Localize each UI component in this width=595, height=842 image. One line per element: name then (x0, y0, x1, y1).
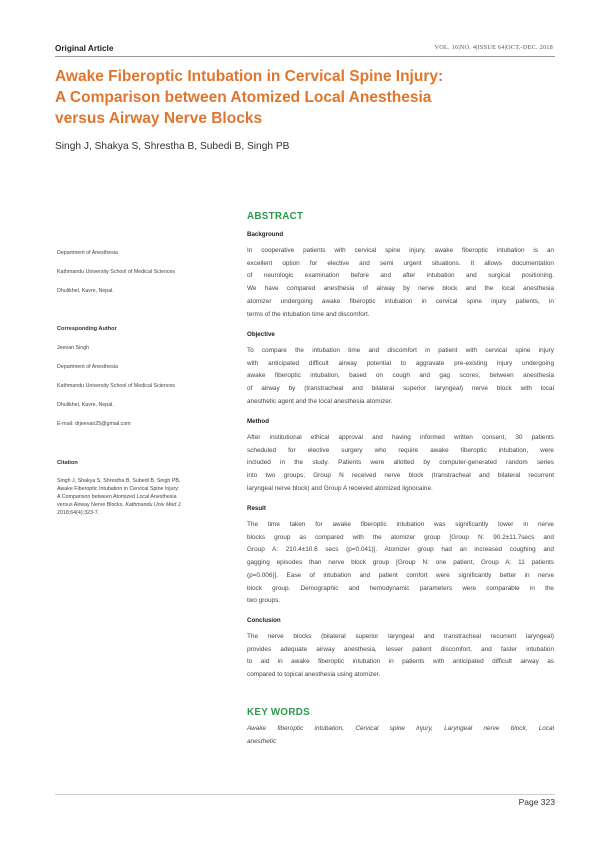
method-section (247, 418, 554, 496)
header-rule (55, 56, 555, 57)
text-line: The time taken for awake fiberoptic intubation was significantly lower in nerve (247, 521, 554, 528)
text-line: After institutional ethical approval and having informed written consent, 30 patients (247, 434, 554, 441)
text-line: terms of the intubation time and discomfort. (247, 310, 370, 318)
result-text (247, 519, 554, 608)
citation-ref: 2018;64(4):323-7. (57, 510, 100, 516)
corresponding-location: Dhulikhel, Kavre, Nepal. (57, 402, 114, 408)
result-section (247, 505, 554, 608)
background-section (247, 231, 554, 321)
citation-block (57, 459, 217, 517)
text-line: atomizer undergoing awake fiberoptic intubation in cervical spine injury patients, in (247, 297, 554, 305)
citation-line (57, 501, 217, 509)
method-heading: Method (247, 418, 269, 425)
article-title (55, 66, 505, 129)
volume-issue: VOL. 16|NO. 4|ISSUE 64|OCT.-DEC. 2018 (434, 44, 553, 51)
text-line: anesthetic (247, 737, 277, 745)
text-line: of neurologic examination before and after intubation and surgical positioning. (247, 272, 554, 280)
background-text (247, 245, 554, 321)
page-number: Page 323 (518, 797, 555, 807)
abstract-title: ABSTRACT (247, 211, 304, 222)
text-line: gagging episodes than nerve block group [Group N: one patient, Group A: 11 patients (247, 559, 554, 567)
text-line: into two groups; Group N received nerve block (transtracheal and bilateral recurrent (247, 472, 554, 480)
corresponding-name: Jeevan Singh (57, 345, 90, 351)
title-line: A Comparison between Atomized Local Anesthesia (55, 89, 432, 106)
text-line: In cooperative patients with cervical spine injury, awake fiberoptic intubation is an (247, 247, 554, 254)
corresponding-department: Department of Anesthesia (57, 364, 118, 370)
text-line: awake fiberoptic intubation, based on cough and gag scores, between anesthesia (247, 372, 554, 380)
title-line: Awake Fiberoptic Intubation in Cervical Spine Injury: (55, 68, 444, 85)
text-line: scheduled for elective surgery who require awake fiberoptic intubation, were (247, 446, 554, 454)
result-heading: Result (247, 505, 266, 512)
text-line: two groups. (247, 597, 281, 605)
affiliation-location: Dhulikhel, Kavre, Nepal. (57, 288, 114, 294)
citation-line: Awake Fiberoptic Intubation in Cervical Spine Injury: (57, 486, 180, 492)
method-text (247, 432, 554, 496)
title-line: versus Airway Nerve Blocks (55, 110, 263, 127)
citation-journal: Kathmandu Univ Med J. (125, 502, 182, 508)
objective-text (247, 345, 554, 409)
citation-text: versus Airway Nerve Blocks. (57, 502, 124, 508)
objective-heading: Objective (247, 331, 275, 338)
text-line: included in the study. Patients were allotted by computer-generated random series (247, 459, 554, 467)
text-line: To compare the intubation time and discomfort in patient with cervical spine injury (247, 347, 554, 354)
text-line: with anticipated difficult airway potential to aggravate pre-existing injury undergoing (247, 359, 554, 367)
footer-rule (55, 794, 555, 795)
citation-line: A Comparison between Atomized Local Anesthesia (57, 494, 177, 500)
text-line: excellent option for elective and semi urgent situations. It allows documentation (247, 259, 554, 267)
text-line: Group A: 210.4±10.6 secs (p=0.041)]. Atomizer group had an increased coughing and (247, 546, 554, 554)
text-line: (p=0.006)]. Ease of intubation and patient comfort were significantly better in nerve (247, 571, 554, 579)
corresponding-email[interactable]: E-mail: drjeevan25@gmail.com (57, 421, 131, 427)
text-line: blocks group as compared with the atomizer group [Group N: 90.2±11.7secs and (247, 533, 554, 541)
abstract-section (247, 211, 554, 222)
keywords-section (247, 707, 554, 748)
text-line: block group. Demographic and hemodynamic parameters were comparable in the (247, 584, 554, 592)
affiliation-block (57, 249, 217, 295)
text-line: anesthetic agent and the local anesthesia atomizer. (247, 397, 393, 405)
text-line: to aid in awake fiberoptic intubation in patients with anticipated difficult airway as (247, 658, 554, 666)
text-line: compared to topical anesthesia using atomizer. (247, 671, 381, 679)
affiliation-institution: Kathmandu University School of Medical Sciences (57, 269, 176, 275)
text-line: provides adequate airway anesthesia, lesser patient discomfort, and faster intubation (247, 645, 554, 653)
conclusion-text (247, 631, 554, 682)
keywords-text (247, 723, 554, 748)
keywords-title: KEY WORDS (247, 707, 310, 718)
article-type: Original Article (55, 44, 114, 53)
objective-section (247, 331, 554, 409)
citation-heading: Citation (57, 460, 78, 466)
citation-line: Singh J, Shakya S, Shrestha B, Subedi B, Singh PB. (57, 478, 181, 484)
conclusion-heading: Conclusion (247, 617, 281, 624)
text-line: Awake fiberoptic intubation, Cervical spine injury, Laryngeal nerve block, Local (247, 725, 554, 732)
text-line: of airway by (transtracheal and bilateral superior laryngeal) nerve block with local (247, 385, 554, 393)
corresponding-author-block (57, 325, 217, 428)
text-line: We have compared anesthesia of airway by nerve block and the local anesthesia (247, 285, 554, 293)
text-line: The nerve blocks (bilateral superior laryngeal and transtracheal recurrent laryngeal) (247, 633, 554, 640)
text-line: laryngeal nerve block) and Group A received atomized lignocaine. (247, 484, 433, 492)
conclusion-section (247, 617, 554, 682)
corresponding-institution: Kathmandu University School of Medical Sciences (57, 383, 176, 389)
author-list: Singh J, Shakya S, Shrestha B, Subedi B, Singh PB (55, 141, 290, 152)
affiliation-department: Department of Anesthesia (57, 250, 118, 256)
background-heading: Background (247, 231, 284, 238)
corresponding-heading: Corresponding Author (57, 326, 117, 332)
